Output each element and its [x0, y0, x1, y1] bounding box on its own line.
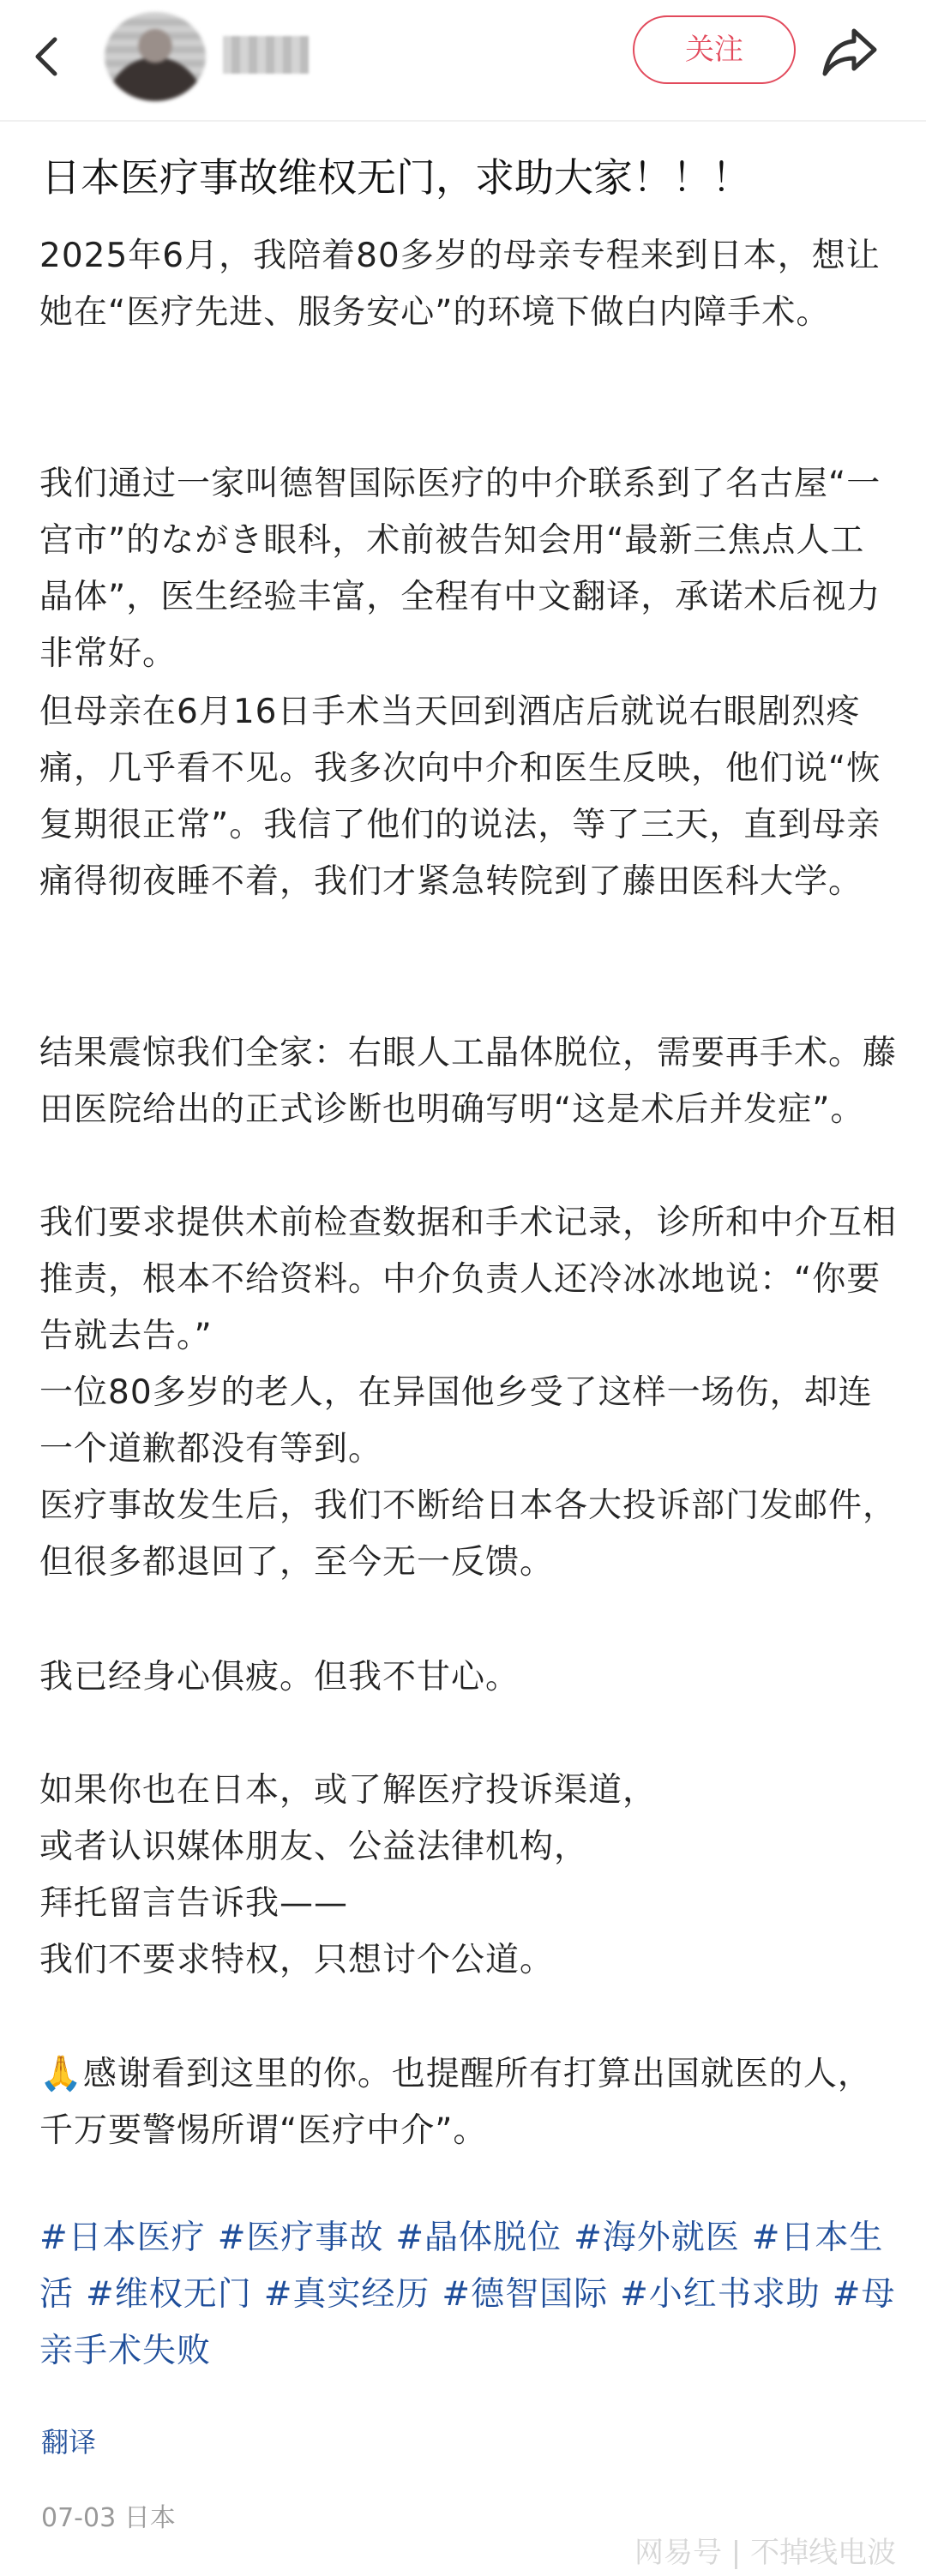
- paragraph-records: 我们要求提供术前检查数据和手术记录，诊所和中介互相推责，根本不给资料。中介负责人还冷冰冰地说：“你要告就去告。”: [39, 1204, 898, 1355]
- share-icon[interactable]: [821, 24, 880, 79]
- thanks-text: 感谢看到这里的你。也提醒所有打算出国就医的人，千万要警惕所谓“医疗中介”。: [39, 2055, 872, 2150]
- paragraph-appeal-4: 我们不要求特权，只想讨个公道。: [39, 1941, 555, 1979]
- hashtag-link[interactable]: #日本生活: [39, 2219, 884, 2314]
- paragraph-thanks: [39, 2045, 897, 2159]
- post-title: 日本医疗事故维权无门，求助大家！！！: [41, 154, 751, 201]
- hashtag-link[interactable]: #海外就医: [574, 2219, 740, 2257]
- header-divider: [0, 120, 926, 122]
- username-blurred[interactable]: [223, 36, 309, 74]
- prayer-hands-icon: 🙏: [39, 2054, 83, 2093]
- hashtag-link[interactable]: #晶体脱位: [395, 2219, 562, 2257]
- translate-link[interactable]: 翻译: [41, 2426, 97, 2459]
- hashtag-link[interactable]: #日本医疗: [39, 2219, 206, 2257]
- paragraph-appeal-2: 或者认识媒体朋友、公益法律机构，: [39, 1828, 589, 1866]
- paragraph-agency: 我们通过一家叫德智国际医疗的中介联系到了名古屋“一宫市”的ながき眼科，术前被告知会用“最新三焦点人工晶体”，医生经验丰富，全程有中文翻译，承诺术后视力非常好。: [39, 465, 881, 673]
- paragraph-elderly: 一位80多岁的老人，在异国他乡受了这样一场伤，却连一个道歉都没有等到。: [39, 1373, 873, 1468]
- hashtag-link[interactable]: #德智国际: [442, 2275, 609, 2314]
- back-icon[interactable]: [29, 36, 63, 77]
- paragraph-intro: 2025年6月，我陪着80多岁的母亲专程来到日本，想让她在“医疗先进、服务安心”的环境下做白内障手术。: [39, 237, 881, 332]
- paragraph-appeal-3: 拜托留言告诉我——: [39, 1884, 349, 1923]
- hashtag-link[interactable]: #小红书求助: [620, 2275, 821, 2314]
- hashtag-link[interactable]: #医疗事故: [217, 2219, 384, 2257]
- paragraph-complaints: 医疗事故发生后，我们不断给日本各大投诉部门发邮件，但很多都退回了，至今无一反馈。: [39, 1486, 898, 1582]
- hashtag-link[interactable]: #母亲手术失败: [39, 2275, 896, 2370]
- top-bar: [0, 0, 926, 117]
- source-watermark: 网易号 | 不掉线电波: [634, 2536, 897, 2570]
- follow-button[interactable]: 关注: [633, 15, 796, 84]
- post-date-location: 07-03 日本: [41, 2503, 176, 2533]
- hashtag-list: [39, 2210, 897, 2380]
- paragraph-surgery-day: 但母亲在6月16日手术当天回到酒店后就说右眼剧烈疼痛，几乎看不见。我多次向中介和医生反映，他们说“恢复期很正常”。我信了他们的说法，等了三天，直到母亲痛得彻夜睡不着，我们才紧急转院到了藤田医科大学。: [39, 693, 881, 901]
- paragraph-exhausted: 我已经身心俱疲。但我不甘心。: [39, 1658, 520, 1696]
- hashtag-link[interactable]: #真实经历: [263, 2275, 430, 2314]
- hashtag-link[interactable]: #维权无门: [86, 2275, 252, 2314]
- avatar[interactable]: [105, 12, 206, 101]
- paragraph-diagnosis: 结果震惊我们全家：右眼人工晶体脱位，需要再手术。藤田医院给出的正式诊断也明确写明“这是术后并发症”。: [39, 1034, 898, 1129]
- paragraph-appeal-1: 如果你也在日本，或了解医疗投诉渠道，: [39, 1771, 658, 1810]
